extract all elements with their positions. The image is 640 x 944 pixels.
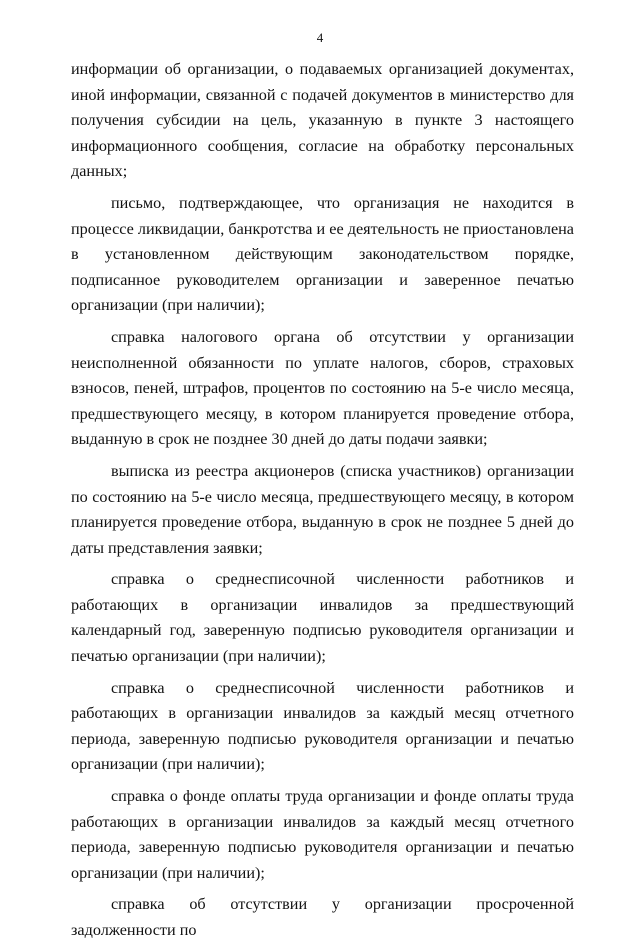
paragraph-liquidation-letter: письмо, подтверждающее, что организация не находится в процессе ликвидации, банкротства и ее деятельность не приостановлена в установленном действующим законодательством порядке, подписанное руководителем организации и заверенное печатью организации (при наличии);	[71, 193, 574, 315]
paragraph-shareholder-register-extract: выписка из реестра акционеров (списка участников) организации по состоянию на 5-е число месяца, предшествующего месяцу, в котором планируется проведение отбора, выданную в срок не позднее 5 дней до даты представления заявки;	[71, 461, 574, 557]
paragraph-overdue-debt-certificate: справка об отсутствии у организации просроченной задолженности по	[71, 895, 574, 939]
page-number: 4	[316, 30, 324, 45]
document-body	[71, 57, 574, 944]
paragraph-personal-data-consent: информации об организации, о подаваемых организацией документах, иной информации, связанной с подачей документов в министерство для получения субсидии на цель, указанную в пункте 3 настоящего информационного сообщения, согласие на обработку персональных данных;	[71, 60, 574, 181]
paragraph-tax-certificate: справка налогового органа об отсутствии у организации неисполненной обязанности по уплате налогов, сборов, страховых взносов, пеней, штрафов, процентов по состоянию на 5-е число месяца, предшествующего месяцу, в котором планируется проведение отбора, выданную в срок не позднее 30 дней до даты подачи заявки;	[71, 327, 574, 449]
paragraph-annual-headcount-certificate: справка о среднесписочной численности работников и работающих в организации инвалидов за предшествующий календарный год, заверенную подписью руководителя организации и печатью организации (при наличии);	[71, 570, 574, 666]
paragraph-monthly-headcount-certificate: справка о среднесписочной численности работников и работающих в организации инвалидов за каждый месяц отчетного периода, заверенную подписью руководителя организации и печатью организации (при наличии);	[71, 678, 574, 774]
paragraph-payroll-fund-certificate: справка о фонде оплаты труда организации и фонде оплаты труда работающих в организации инвалидов за каждый месяц отчетного периода, заверенную подписью руководителя организации и печатью организации (при наличии);	[71, 787, 574, 882]
